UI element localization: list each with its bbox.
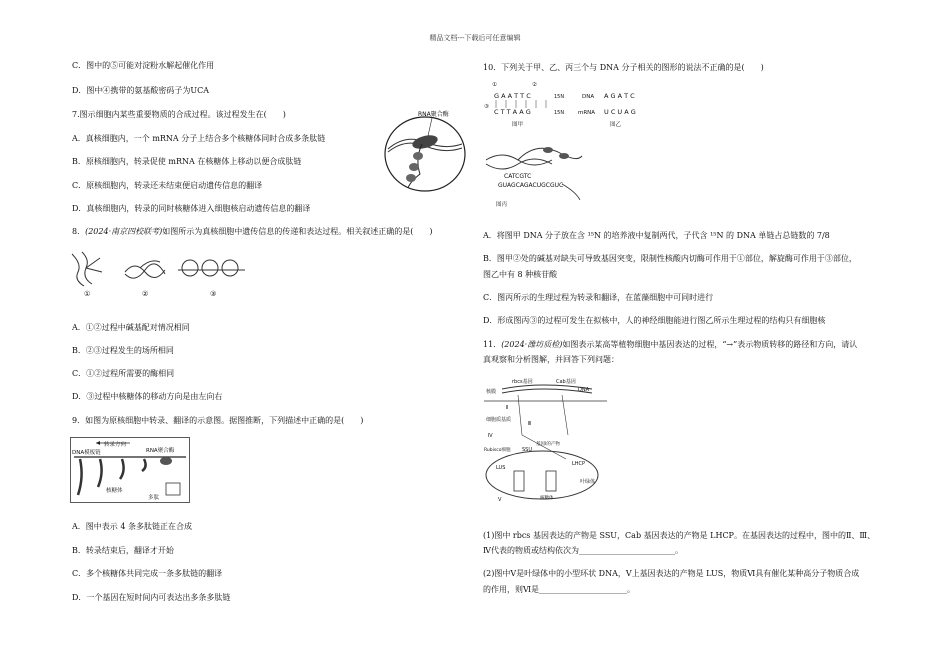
q8-figure xyxy=(70,250,270,298)
q10-fig-b-dna-seq: A G A T C xyxy=(604,92,635,100)
q8-stem xyxy=(72,227,433,237)
q11-sub2-line2: 的作用，则Ⅵ是______________________。 xyxy=(483,585,636,594)
q11-fig-cab: Cab基因 xyxy=(556,379,576,385)
q9-option-c: C．多个核糖体共同完成一条多肽链的翻译 xyxy=(72,569,223,578)
q8-stem-source: (2024·南京四校联考) xyxy=(85,227,163,236)
q9-figure xyxy=(70,437,190,503)
q7-fig-label: RNA聚合酶 xyxy=(418,111,449,118)
q10-stem: 10．下列关于甲、乙、丙三个与 DNA 分子相关的图形的说法不正确的是( ) xyxy=(483,63,764,72)
q9-option-b: B．转录结束后，翻译才开始 xyxy=(72,546,174,555)
q10-option-d: D．形成图丙③的过程可发生在拟核中，人的神经细胞能进行图乙所示生理过程的结构只有细胞核 xyxy=(483,316,826,325)
q11-fig-II: Ⅱ xyxy=(506,405,509,411)
q10-figure-c xyxy=(482,140,592,210)
q7-option-c: C．原核细胞内，转录还未结束便启动遗传信息的翻译 xyxy=(72,181,263,190)
q11-fig-dna: DNA xyxy=(578,387,590,393)
q10-option-b-line2: 图乙中有 8 种核苷酸 xyxy=(483,270,558,279)
q10-fig-bottom-strand: C T T A A G xyxy=(494,108,531,116)
q10-fig-b-dna-label: DNA xyxy=(582,94,595,100)
q8-stem-num: 8． xyxy=(72,227,86,236)
q8-option-a: A．①②过程中碱基配对情况相同 xyxy=(72,323,190,332)
q10-fig-top-strand: G A A T T C xyxy=(494,92,531,100)
q8-label-3: ③ xyxy=(210,290,217,298)
q11-figure xyxy=(482,375,612,505)
q10-fig-n15-top: 15N xyxy=(554,94,565,100)
q11-sub1-line2: Ⅳ代表的物质或结构依次为________________________。 xyxy=(483,546,683,555)
q11-fig-III: Ⅲ xyxy=(528,421,532,427)
q10-figure-ab xyxy=(482,80,652,130)
q11-fig-V: Ⅴ xyxy=(498,497,502,503)
q11-sub1-line1: (1)图中 rbcs 基因表达的产物是 SSU，Cab 基因表达的产物是 LHCP。在基因表达的过程中，图中的Ⅱ、Ⅲ、 xyxy=(483,531,876,540)
q10-fig-mark-2: ② xyxy=(532,82,537,88)
q10-fig-mark-3: ③ xyxy=(484,104,489,110)
q11-fig-rubisco: Rubisco细胞 xyxy=(484,448,511,453)
q9-fig-direction: 转录方向 xyxy=(104,442,127,448)
q9-fig-template: DNA模板链 xyxy=(72,450,101,456)
q7-figure xyxy=(380,104,470,194)
q11-fig-chloroplast: 叶绿体 xyxy=(580,479,596,485)
q8-stem-text: 如图所示为真核细胞中遗传信息的传递和表达过程。相关叙述正确的是( ) xyxy=(162,227,433,236)
q9-fig-ribosome: 核糖体 xyxy=(106,488,123,494)
q7-option-d: D．真核细胞内，转录的同时核糖体进入细胞核启动遗传信息的翻译 xyxy=(72,204,311,213)
q11-fig-lhcp: LHCP xyxy=(572,461,586,467)
q11-fig-cytoplasm: 细胞质基质 xyxy=(486,417,512,423)
q10-fig-b-mrna-label: mRNA xyxy=(578,110,596,116)
q11-stem-text: 如图表示某高等植物细胞中基因表达的过程，“→”表示物质转移的路径和方向，请认 xyxy=(562,340,858,349)
q10-fig-mark-1: ① xyxy=(492,82,497,88)
q11-fig-IV: Ⅳ xyxy=(488,433,493,439)
q11-stem-line1 xyxy=(483,340,857,350)
q8-option-c: C．①②过程所需要的酶相同 xyxy=(72,369,175,378)
q11-fig-lus: LUS xyxy=(496,465,506,471)
q10-option-c: C．图丙所示的生理过程为转录和翻译，在蓝藻细胞中可同时进行 xyxy=(483,293,714,302)
q9-fig-peptide: 多肽 xyxy=(148,495,160,501)
q9-stem: 9．如图为原核细胞中转录、翻译的示意图。据图推断，下列描述中正确的是( ) xyxy=(72,416,364,425)
q11-fig-nucleus: 核膜 xyxy=(486,389,497,395)
q6-option-d: D．图中④携带的氨基酸密码子为UCA xyxy=(72,86,210,95)
q8-process-1 xyxy=(72,252,102,286)
q11-stem-line2: 真观察和分析图解，并回答下列问题： xyxy=(483,355,619,364)
q8-process-2 xyxy=(125,261,165,278)
q7-option-b: B．原核细胞内，转录促使 mRNA 在核糖体上移动以便合成肽链 xyxy=(72,157,302,166)
q7-stem: 7.图示细胞内某些重要物质的合成过程。该过程发生在( ) xyxy=(72,110,286,119)
q9-option-a: A．图中表示 4 条多肽链正在合成 xyxy=(72,522,192,531)
q10-option-a: A．将图甲 DNA 分子放在含 ¹⁵N 的培养液中复制两代，子代含 ¹⁵N 的 DNA 单链占总链数的 7/8 xyxy=(483,231,830,240)
q11-fig-gene: 基因Ⅰ的产物 xyxy=(536,442,560,447)
q10-fig-a-caption: 图甲 xyxy=(512,122,524,128)
q8-option-b: B．②③过程发生的场所相同 xyxy=(72,346,174,355)
q10-fig-n15-bottom: 15N xyxy=(554,110,565,116)
q8-option-d: D．③过程中核糖体的移动方向是由左向右 xyxy=(72,392,223,401)
q11-fig-rbcs: rbcs基因 xyxy=(512,379,533,385)
q10-fig-c-caption: 图丙 xyxy=(496,202,508,208)
q7-option-a: A．真核细胞内，一个 mRNA 分子上结合多个核糖体同时合成多条肽链 xyxy=(72,134,326,143)
q11-fig-ribosome: 核糖体 xyxy=(540,496,554,501)
q11-stem-num: 11． xyxy=(483,340,502,349)
q8-process-3 xyxy=(178,260,245,276)
q10-fig-b-caption: 图乙 xyxy=(610,122,622,128)
q8-label-1: ① xyxy=(84,290,91,298)
q11-fig-ssu: SSU xyxy=(522,447,533,453)
q9-option-d: D．一个基因在短时间内可表达出多条多肽链 xyxy=(72,593,231,602)
q10-fig-b-mrna-seq: U C U A G xyxy=(604,108,636,116)
q11-sub2-line1: (2)图中Ⅴ是叶绿体中的小型环状 DNA，Ⅴ上基因表达的产物是 LUS，物质Ⅵ具有催化某种高分子物质合成 xyxy=(483,569,860,578)
q10-figure-b xyxy=(578,92,636,128)
q9-fig-polymerase: RNA聚合酶 xyxy=(146,448,175,454)
q11-stem-source: (2024·潍坊质检) xyxy=(501,340,563,349)
page-header: 精品文档---下载后可任意编辑 xyxy=(429,34,521,42)
q6-option-c: C．图中的⑤可能对淀粉水解起催化作用 xyxy=(72,61,215,70)
q8-label-2: ② xyxy=(142,290,149,298)
q10-option-b-line1: B．图甲②处的碱基对缺失可导致基因突变，限制性核酸内切酶可作用于①部位，解旋酶可作用于③部位， xyxy=(483,254,857,263)
q10-fig-c-seq2: GUAGCAGACUGCGUC xyxy=(498,182,564,189)
q10-fig-c-seq1: CATCGTC xyxy=(504,173,532,180)
q10-figure-a xyxy=(484,81,564,128)
